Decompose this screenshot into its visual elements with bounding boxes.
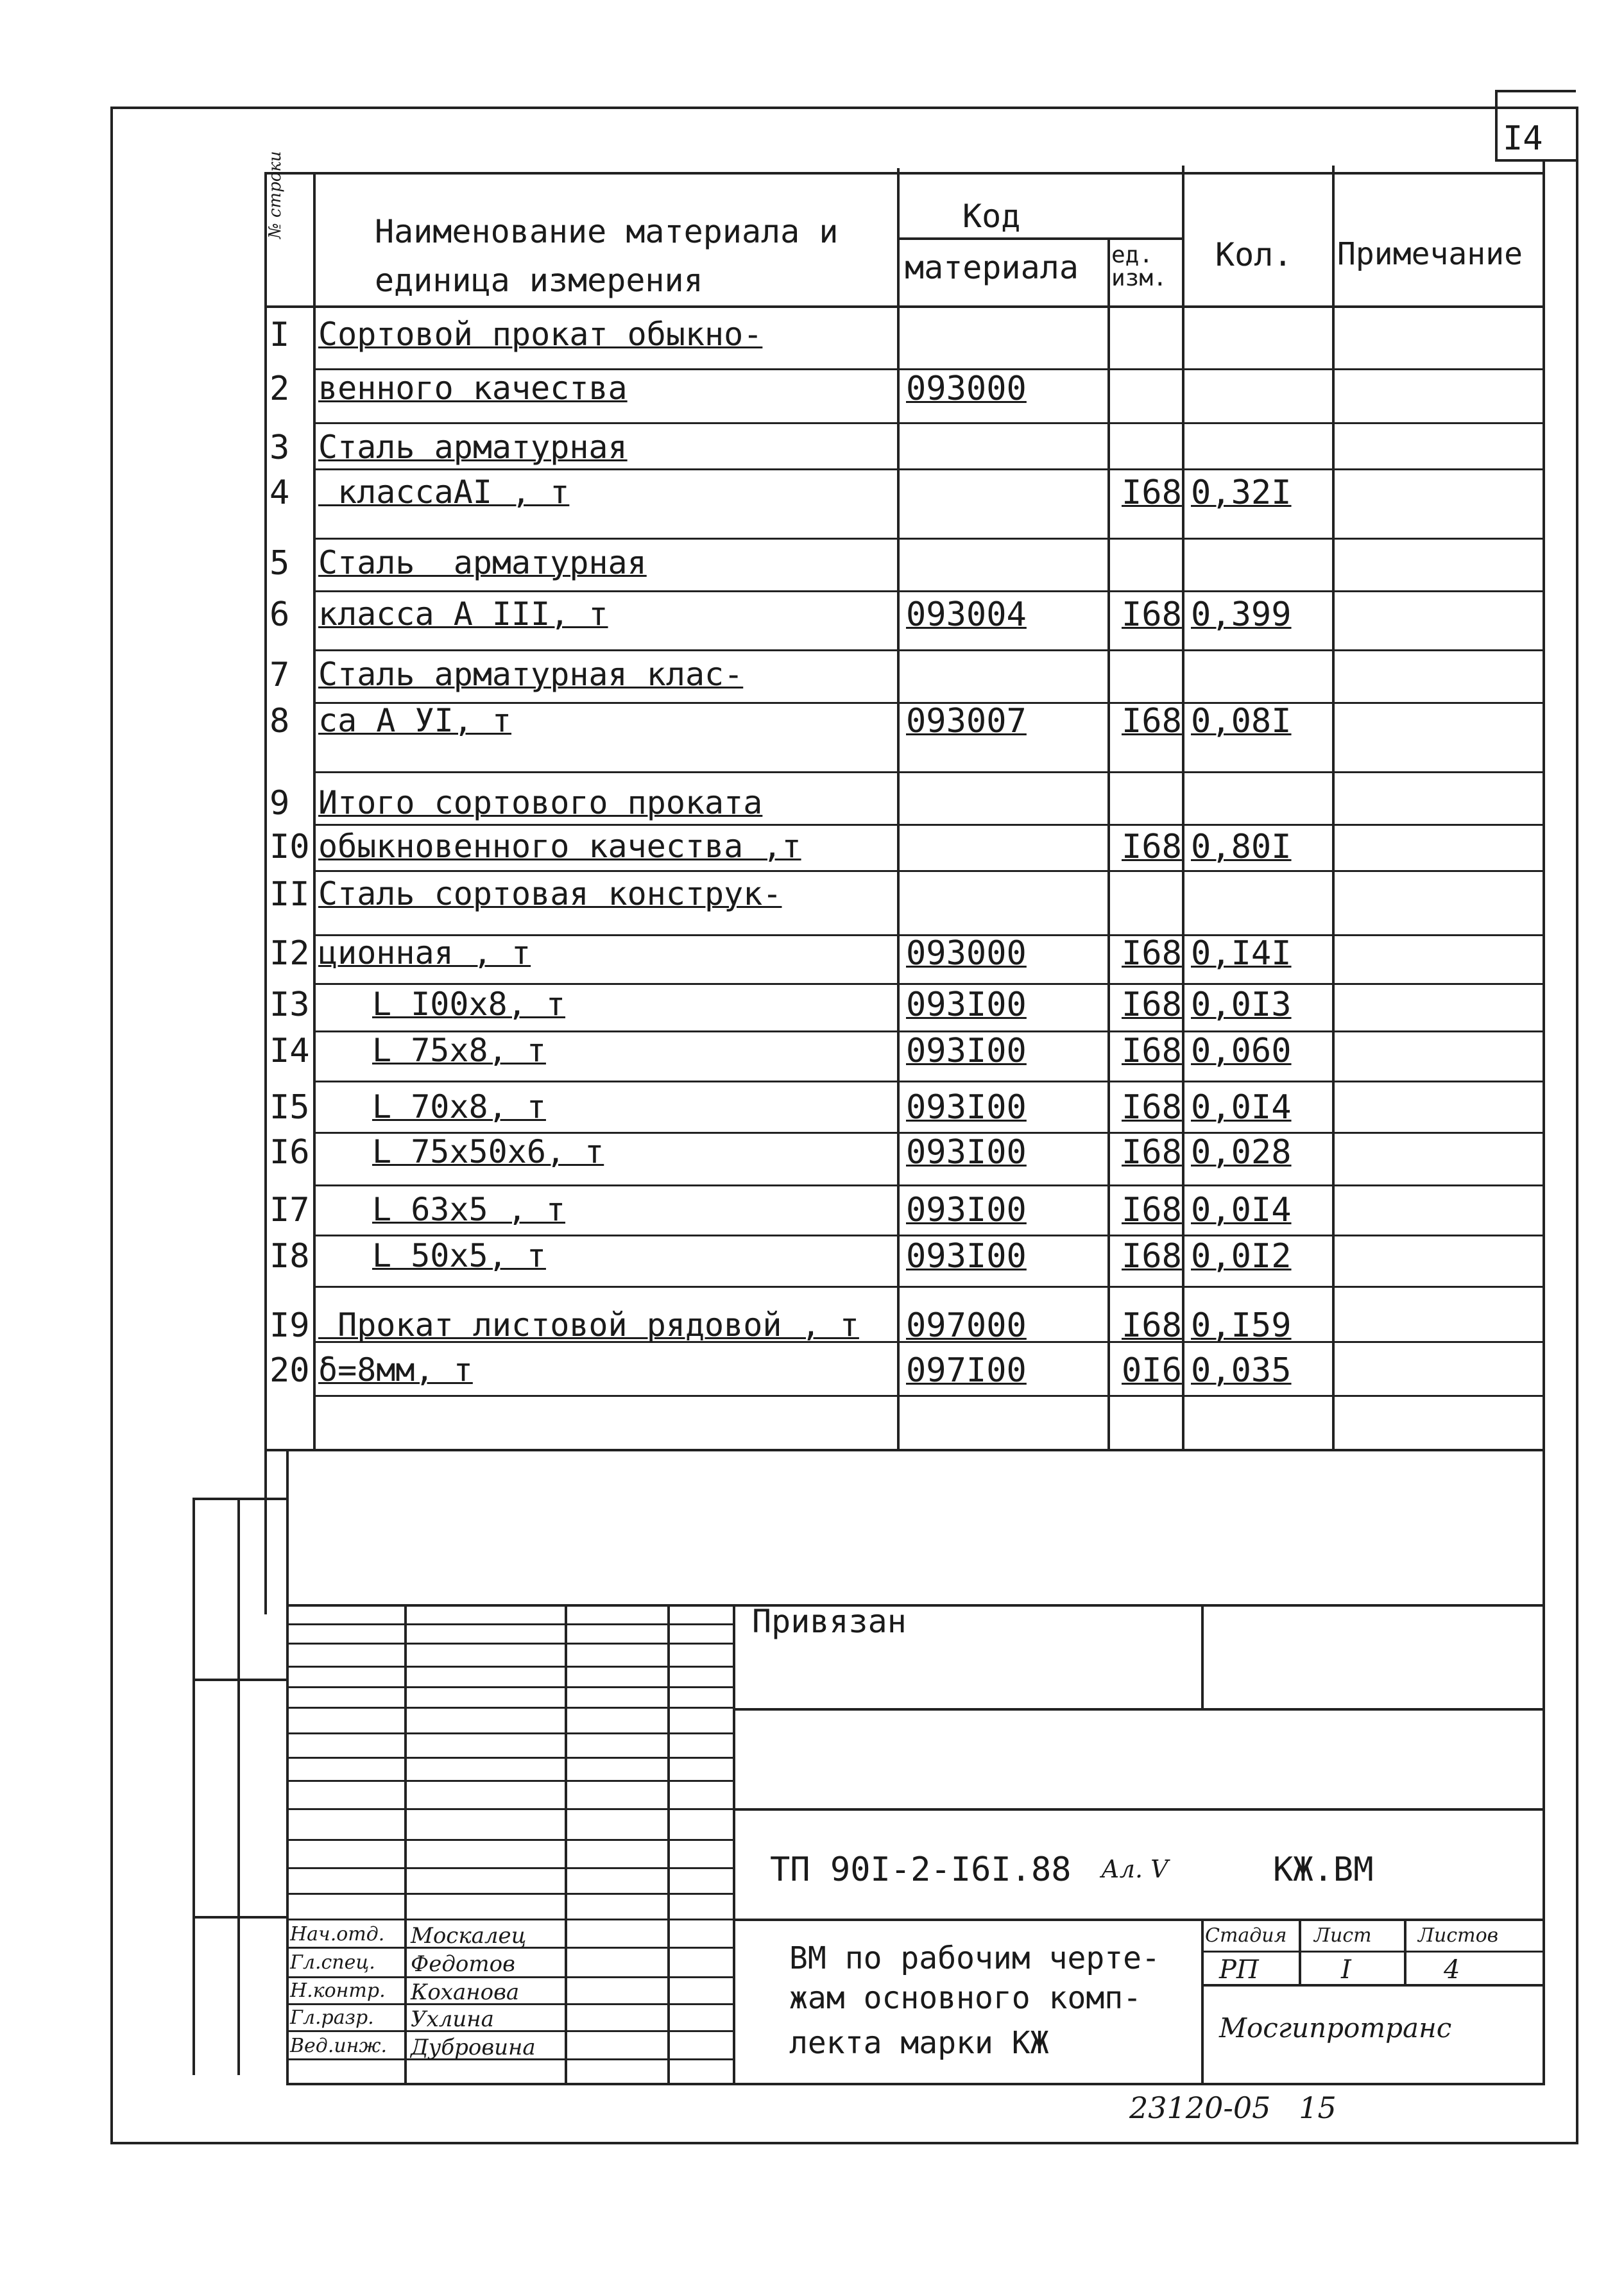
quantity: 0,035 bbox=[1191, 1351, 1292, 1390]
material-name: венного качества bbox=[318, 370, 628, 407]
material-name: Сталь арматурная клас- bbox=[318, 656, 744, 693]
privyazan-label: Привязан bbox=[752, 1603, 907, 1640]
title-line3: лекта марки КЖ bbox=[789, 2025, 1049, 2061]
row-number: I6 bbox=[269, 1133, 310, 1172]
material-name: L 50x5, т bbox=[372, 1237, 546, 1274]
quantity: 0,0I2 bbox=[1191, 1237, 1292, 1276]
side-stamp-mid bbox=[237, 1498, 240, 2075]
table-left-border bbox=[264, 172, 267, 1614]
signature-row-line bbox=[286, 1643, 733, 1645]
signature-name: Дубровина bbox=[411, 2035, 536, 2060]
material-code: 097000 bbox=[906, 1306, 1027, 1345]
material-name: L I00x8, т bbox=[372, 986, 566, 1023]
material-code: 093I00 bbox=[906, 1237, 1027, 1276]
side-stamp-sep bbox=[192, 1679, 287, 1681]
sig-col-4 bbox=[733, 1604, 735, 2084]
album-number: Ал. V bbox=[1101, 1855, 1168, 1883]
col-sep-unit bbox=[1182, 166, 1184, 1449]
signature-row-line bbox=[286, 1919, 733, 1920]
quantity: 0,028 bbox=[1191, 1133, 1292, 1172]
material-name: обыкновенного качества ,т bbox=[318, 828, 801, 865]
unit-code: I68 bbox=[1122, 828, 1182, 866]
material-code: 093000 bbox=[906, 934, 1027, 973]
header-code-line bbox=[897, 237, 1184, 240]
row-number: I0 bbox=[269, 828, 310, 866]
signature-row-line bbox=[286, 1707, 733, 1709]
material-code: 097I00 bbox=[906, 1351, 1027, 1390]
unit-code: I68 bbox=[1122, 1191, 1182, 1229]
row-number: 3 bbox=[269, 429, 290, 467]
row-line bbox=[313, 870, 1543, 872]
material-name: L 75x8, т bbox=[372, 1032, 546, 1069]
material-code: 093I00 bbox=[906, 1032, 1027, 1070]
row-line bbox=[313, 422, 1543, 424]
row-line bbox=[313, 824, 1543, 826]
header-unit: ед. изм. bbox=[1111, 242, 1167, 291]
header-bottom-line bbox=[264, 305, 1545, 308]
row-number: 7 bbox=[269, 656, 290, 694]
material-name: классаAI , т bbox=[318, 474, 570, 511]
signature-row-line bbox=[286, 2030, 733, 2032]
quantity: 0,399 bbox=[1191, 595, 1292, 634]
signature-row-line bbox=[286, 1893, 733, 1895]
col-sep-name bbox=[897, 168, 900, 1449]
signature-name: Москалец bbox=[411, 1923, 527, 1949]
material-name: L 63x5 , т bbox=[372, 1191, 566, 1228]
col-sep-code bbox=[1107, 237, 1110, 1449]
sheet-label: Лист bbox=[1314, 1924, 1372, 1947]
title-block-top bbox=[286, 1604, 1545, 1607]
sheets-value: 4 bbox=[1444, 1955, 1460, 1985]
signature-role: Вед.инж. bbox=[290, 2035, 388, 2057]
unit-code: 0I6 bbox=[1122, 1351, 1182, 1390]
quantity: 0,80I bbox=[1191, 828, 1292, 866]
unit-code: I68 bbox=[1122, 702, 1182, 740]
row-number: I3 bbox=[269, 986, 310, 1024]
row-line bbox=[313, 983, 1543, 985]
signature-row-line bbox=[286, 1666, 733, 1668]
sheets-label: Листов bbox=[1418, 1924, 1499, 1947]
doc-mark: КЖ.ВМ bbox=[1273, 1851, 1374, 1889]
row-number: 20 bbox=[269, 1351, 310, 1390]
unit-code: I68 bbox=[1122, 1133, 1182, 1172]
row-line bbox=[313, 649, 1543, 651]
page-number-box-top bbox=[1495, 90, 1576, 92]
side-stamp-left bbox=[192, 1498, 195, 2075]
quantity: 0,32I bbox=[1191, 474, 1292, 512]
header-name-line1: Наименование материала и bbox=[375, 213, 839, 250]
row-line bbox=[313, 1235, 1543, 1236]
side-stamp-sep2 bbox=[192, 1916, 287, 1919]
row-number: I7 bbox=[269, 1191, 310, 1229]
material-code: 093I00 bbox=[906, 986, 1027, 1024]
row-number: I bbox=[269, 316, 290, 354]
row-number: I2 bbox=[269, 934, 310, 973]
title-block-bottom bbox=[286, 2083, 1545, 2085]
signature-role: Нач.отд. bbox=[290, 1923, 385, 1945]
material-code: 093004 bbox=[906, 595, 1027, 634]
row-number: II bbox=[269, 875, 310, 914]
page-number-box-left bbox=[1495, 90, 1498, 160]
header-row-number: № строки bbox=[266, 151, 285, 239]
row-number: I4 bbox=[269, 1032, 310, 1070]
material-code: 093I00 bbox=[906, 1191, 1027, 1229]
col-sep-rowno bbox=[313, 172, 316, 1449]
material-name: Прокат листовой рядовой , т bbox=[318, 1306, 859, 1344]
signature-name: Ухлина bbox=[411, 2006, 494, 2032]
page-number-box-bottom bbox=[1495, 159, 1576, 162]
row-line bbox=[313, 1081, 1543, 1082]
page-number: I4 bbox=[1503, 119, 1543, 158]
unit-code: I68 bbox=[1122, 986, 1182, 1024]
title-line1: ВМ по рабочим черте- bbox=[789, 1940, 1160, 1976]
title-block-left bbox=[286, 1449, 289, 2084]
signature-role: Н.контр. bbox=[290, 1979, 386, 2002]
stage-value: РП bbox=[1219, 1955, 1259, 1985]
row-number: 2 bbox=[269, 370, 290, 408]
signature-name: Коханова bbox=[411, 1979, 520, 2005]
stage-label-line bbox=[1201, 1951, 1545, 1953]
title-line2: жам основного комп- bbox=[789, 1980, 1142, 2016]
side-stamp-top bbox=[192, 1498, 287, 1500]
signature-row-line bbox=[286, 1686, 733, 1688]
unit-code: I68 bbox=[1122, 595, 1182, 634]
signature-role: Гл.спец. bbox=[290, 1951, 375, 1974]
signature-role: Гл.разр. bbox=[290, 2006, 374, 2029]
table-top-border bbox=[264, 172, 1545, 175]
signature-row-line bbox=[286, 1780, 733, 1782]
unit-code: I68 bbox=[1122, 1306, 1182, 1345]
material-name: класса А III, т bbox=[318, 595, 608, 633]
title-top bbox=[733, 1919, 1545, 1921]
row-number: I9 bbox=[269, 1306, 310, 1345]
quantity: 0,0I4 bbox=[1191, 1191, 1292, 1229]
stage-label: Стадия bbox=[1205, 1924, 1287, 1947]
row-number: 4 bbox=[269, 474, 290, 512]
material-name: L 75x50x6, т bbox=[372, 1133, 604, 1170]
table-bottom-line bbox=[264, 1449, 1545, 1451]
material-code: 093000 bbox=[906, 370, 1027, 408]
header-name-line2: единица измерения bbox=[375, 262, 703, 299]
material-name: са А УI, т bbox=[318, 702, 512, 739]
quantity: 0,I59 bbox=[1191, 1306, 1292, 1345]
quantity: 0,0I3 bbox=[1191, 986, 1292, 1024]
signature-row-line bbox=[286, 1732, 733, 1734]
material-name: δ=8мм, т bbox=[318, 1351, 473, 1389]
material-name: L 70x8, т bbox=[372, 1088, 546, 1125]
material-name: Сталь арматурная bbox=[318, 544, 647, 581]
row-line bbox=[313, 1286, 1543, 1288]
header-material: материала bbox=[905, 249, 1079, 286]
material-name: Итого сортового проката bbox=[318, 784, 763, 821]
signature-row-line bbox=[286, 1867, 733, 1869]
signature-name: Федотов bbox=[411, 1951, 515, 1977]
row-line bbox=[313, 590, 1543, 592]
sig-col-1 bbox=[404, 1604, 407, 2084]
row-line bbox=[313, 1395, 1543, 1397]
sig-col-2 bbox=[565, 1604, 567, 2084]
privyazan-sep bbox=[1201, 1604, 1204, 1709]
unit-code: I68 bbox=[1122, 1237, 1182, 1276]
signature-row-line bbox=[286, 1757, 733, 1759]
row-line bbox=[313, 538, 1543, 540]
signature-row-line bbox=[286, 1839, 733, 1841]
sig-col-3 bbox=[667, 1604, 670, 2084]
row-line bbox=[313, 468, 1543, 470]
row-number: 8 bbox=[269, 702, 290, 740]
header-qty: Кол. bbox=[1215, 236, 1293, 273]
privyazan-bottom bbox=[733, 1708, 1545, 1711]
doc-code: ТП 90I-2-I6I.88 bbox=[770, 1851, 1072, 1889]
unit-code: I68 bbox=[1122, 1032, 1182, 1070]
row-line bbox=[313, 1184, 1543, 1186]
unit-code: I68 bbox=[1122, 934, 1182, 973]
row-number: I5 bbox=[269, 1088, 310, 1127]
material-name: Сталь сортовая конструк- bbox=[318, 875, 782, 912]
unit-code: I68 bbox=[1122, 474, 1182, 512]
material-code: 093I00 bbox=[906, 1088, 1027, 1127]
row-line bbox=[313, 771, 1543, 773]
signature-row-line bbox=[286, 1623, 733, 1625]
header-code: Код bbox=[962, 198, 1021, 235]
row-number: I8 bbox=[269, 1237, 310, 1276]
material-name: ционная , т bbox=[318, 934, 531, 971]
organization: Мосгипротранс bbox=[1219, 2012, 1452, 2044]
row-number: 9 bbox=[269, 784, 290, 823]
signature-row-line bbox=[286, 1808, 733, 1810]
footer-number: 23120-05 15 bbox=[1129, 2090, 1337, 2125]
row-number: 5 bbox=[269, 544, 290, 583]
material-code: 093007 bbox=[906, 702, 1027, 740]
unit-code: I68 bbox=[1122, 1088, 1182, 1127]
quantity: 0,0I4 bbox=[1191, 1088, 1292, 1127]
material-name: Сталь арматурная bbox=[318, 429, 628, 466]
quantity: 0,I4I bbox=[1191, 934, 1292, 973]
stage-block-left bbox=[1201, 1919, 1204, 2084]
col-sep-qty bbox=[1332, 166, 1335, 1449]
header-note: Примечание bbox=[1337, 236, 1523, 272]
doc-code-top bbox=[733, 1808, 1545, 1811]
sheet-value: I bbox=[1341, 1955, 1351, 1985]
quantity: 0,08I bbox=[1191, 702, 1292, 740]
material-name: Сортовой прокат обыкно- bbox=[318, 316, 763, 353]
row-number: 6 bbox=[269, 595, 290, 634]
quantity: 0,060 bbox=[1191, 1032, 1292, 1070]
table-right-border bbox=[1543, 159, 1545, 2084]
material-code: 093I00 bbox=[906, 1133, 1027, 1172]
